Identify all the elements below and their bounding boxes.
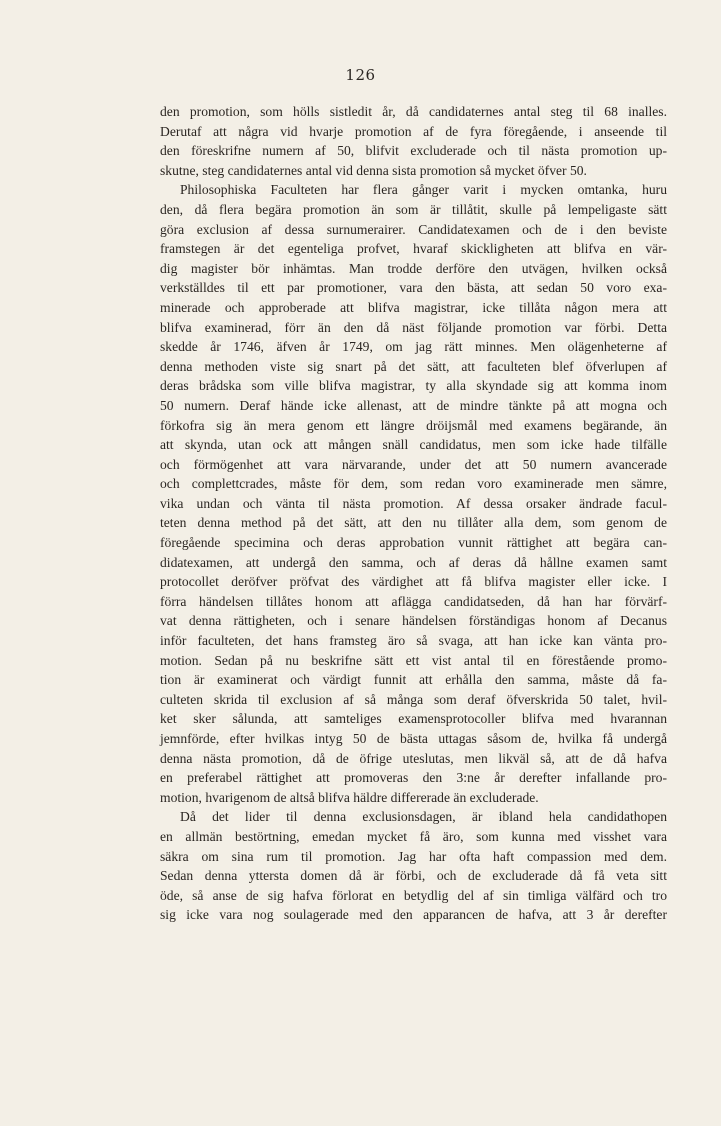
text-line: denna methoden viste sig snart på det sätt, att faculteten blef öfverlupen af	[160, 358, 667, 374]
text-line: Sedan denna yttersta domen då är förbi, och de excluderade då få veta sitt	[160, 868, 667, 884]
text-line: och förmögenhet att vara närvarande, under det att 50 numern avancerade	[160, 456, 667, 472]
text-line: förkofra sig än mera genom ett längre dröijsmål med examens begärande, än	[160, 417, 667, 433]
text-line: en allmän bestörtning, emedan mycket få äro, som kunna med visshet vara	[160, 828, 667, 844]
text-line: sig icke vara nog soulagerade med den apparancen de hafva, att 3 år derefter	[160, 907, 667, 923]
text-line: att skynda, utan ock att mången snäll candidatus, men som icke hade tilfälle	[160, 437, 667, 453]
text-line: den föreskrifne numern af 50, blifvit excluderade och til nästa promotion up-	[160, 143, 667, 159]
text-line: culteten skrida til exclusion af så många som deraf öfverskrida 50 talet, hvil-	[160, 691, 667, 707]
text-line: didatexamen, att undergå den samma, och af deras då hållne examen samt	[160, 554, 667, 570]
text-line: motion. Sedan på nu beskrifne sätt ett vist antal til en förestående promo-	[160, 652, 667, 668]
text-line: den promotion, som hölls sistledit år, då candidaternes antal steg til 68 inalles.	[160, 104, 667, 119]
text-line: dig magister bör inhämtas. Man trodde derföre den utvägen, hvilken också	[160, 260, 667, 276]
text-line: tion är examinerat och värdigt funnit att erhålla den samma, måste då fa-	[160, 672, 667, 688]
text-line: blifva examinerad, förr än den då näst följande promotion var förbi. Detta	[160, 319, 667, 335]
text-line: 50 numern. Deraf hände icke allenast, att de mindre tänkte på att mogna och	[160, 397, 667, 413]
text-line: Derutaf att några vid hvarje promotion af de fyra föregående, i anseende til	[160, 123, 667, 139]
text-line: Då det lider til denna exclusionsdagen, är ibland hela candidathopen	[180, 809, 667, 825]
text-line: jemnförde, efter hvilkas intyg 50 de bästa uttagas såsom de, hvilka få undergå	[160, 731, 667, 746]
text-line: göra exclusion af dessa surnumerairer. Candidatexamen och de i den beviste	[160, 221, 667, 237]
text-line: protocollet deröfver pröfvat des värdighet att få blifva magister eller icke. I	[160, 574, 667, 590]
text-line: en preferabel rättighet att promoveras den 3:ne år derefter infallande pro-	[160, 770, 667, 786]
text-line: vika undan och vänta til nästa promotion. Af dessa orsaker ändrade facul-	[160, 495, 667, 511]
text-line: skutne, steg candidaternes antal vid denna sista promotion så mycket öfver 50.	[160, 162, 587, 178]
text-line: verkställdes til ett par promotioner, vara den bästa, att sedan 50 voro exa-	[160, 280, 667, 296]
text-line: den, då flera begära promotion än som är tillåtit, skulle på lempeligaste sätt	[160, 201, 667, 217]
text-line: minerade och approberade att blifva magistrar, icke tillåta någon mera att	[160, 299, 667, 315]
text-line: inför faculteten, det hans framsteg äro så svaga, att han icke kan vänta pro-	[160, 633, 667, 649]
text-line: ket sker sålunda, att samteliges examensprotocoller blifva med hvarannan	[160, 711, 667, 727]
text-line: säkra om sina rum til promotion. Jag har ofta haft compassion med dem.	[160, 848, 667, 864]
text-line: motion, hvarigenom de altså blifva häldre differerade än excluderade.	[160, 789, 539, 805]
text-line: föregående specimina och deras approbation vunnit rättighet att begära can-	[160, 535, 667, 551]
text-line: förra händelsen tillåtes honom att aflägga candidatseden, då han har förvärf-	[160, 593, 667, 609]
text-line: Philosophiska Faculteten har flera gånger varit i mycken omtanka, huru	[180, 182, 667, 198]
page-number: 126	[345, 66, 376, 84]
text-line: skedde år 1746, äfven år 1749, om jag rätt minnes. Men olägenheterne af	[160, 339, 667, 355]
text-line: och complettcrades, måste för dem, som redan voro examinerade men sämre,	[160, 476, 667, 492]
body-text	[160, 102, 667, 925]
text-line: deras brådska som ville blifva magistrar, ty alla skyndade sig att komma inom	[160, 378, 667, 394]
text-line: denna nästa promotion, då de öfrige uteslutas, men likväl så, att de då hafva	[160, 750, 667, 766]
text-line: teten denna method på det sätt, att den nu tillåter alla dem, som genom de	[160, 515, 667, 531]
text-line: öde, så anse de sig hafva förlorat en betydlig del af sin timliga välfärd och tro	[160, 887, 667, 903]
text-line: framstegen är det egenteliga profvet, hvaraf skickligheten att blifva en vär-	[160, 241, 667, 257]
text-line: vat denna rättigheten, och i senare händelsen förständigas honom af Decanus	[160, 613, 667, 629]
